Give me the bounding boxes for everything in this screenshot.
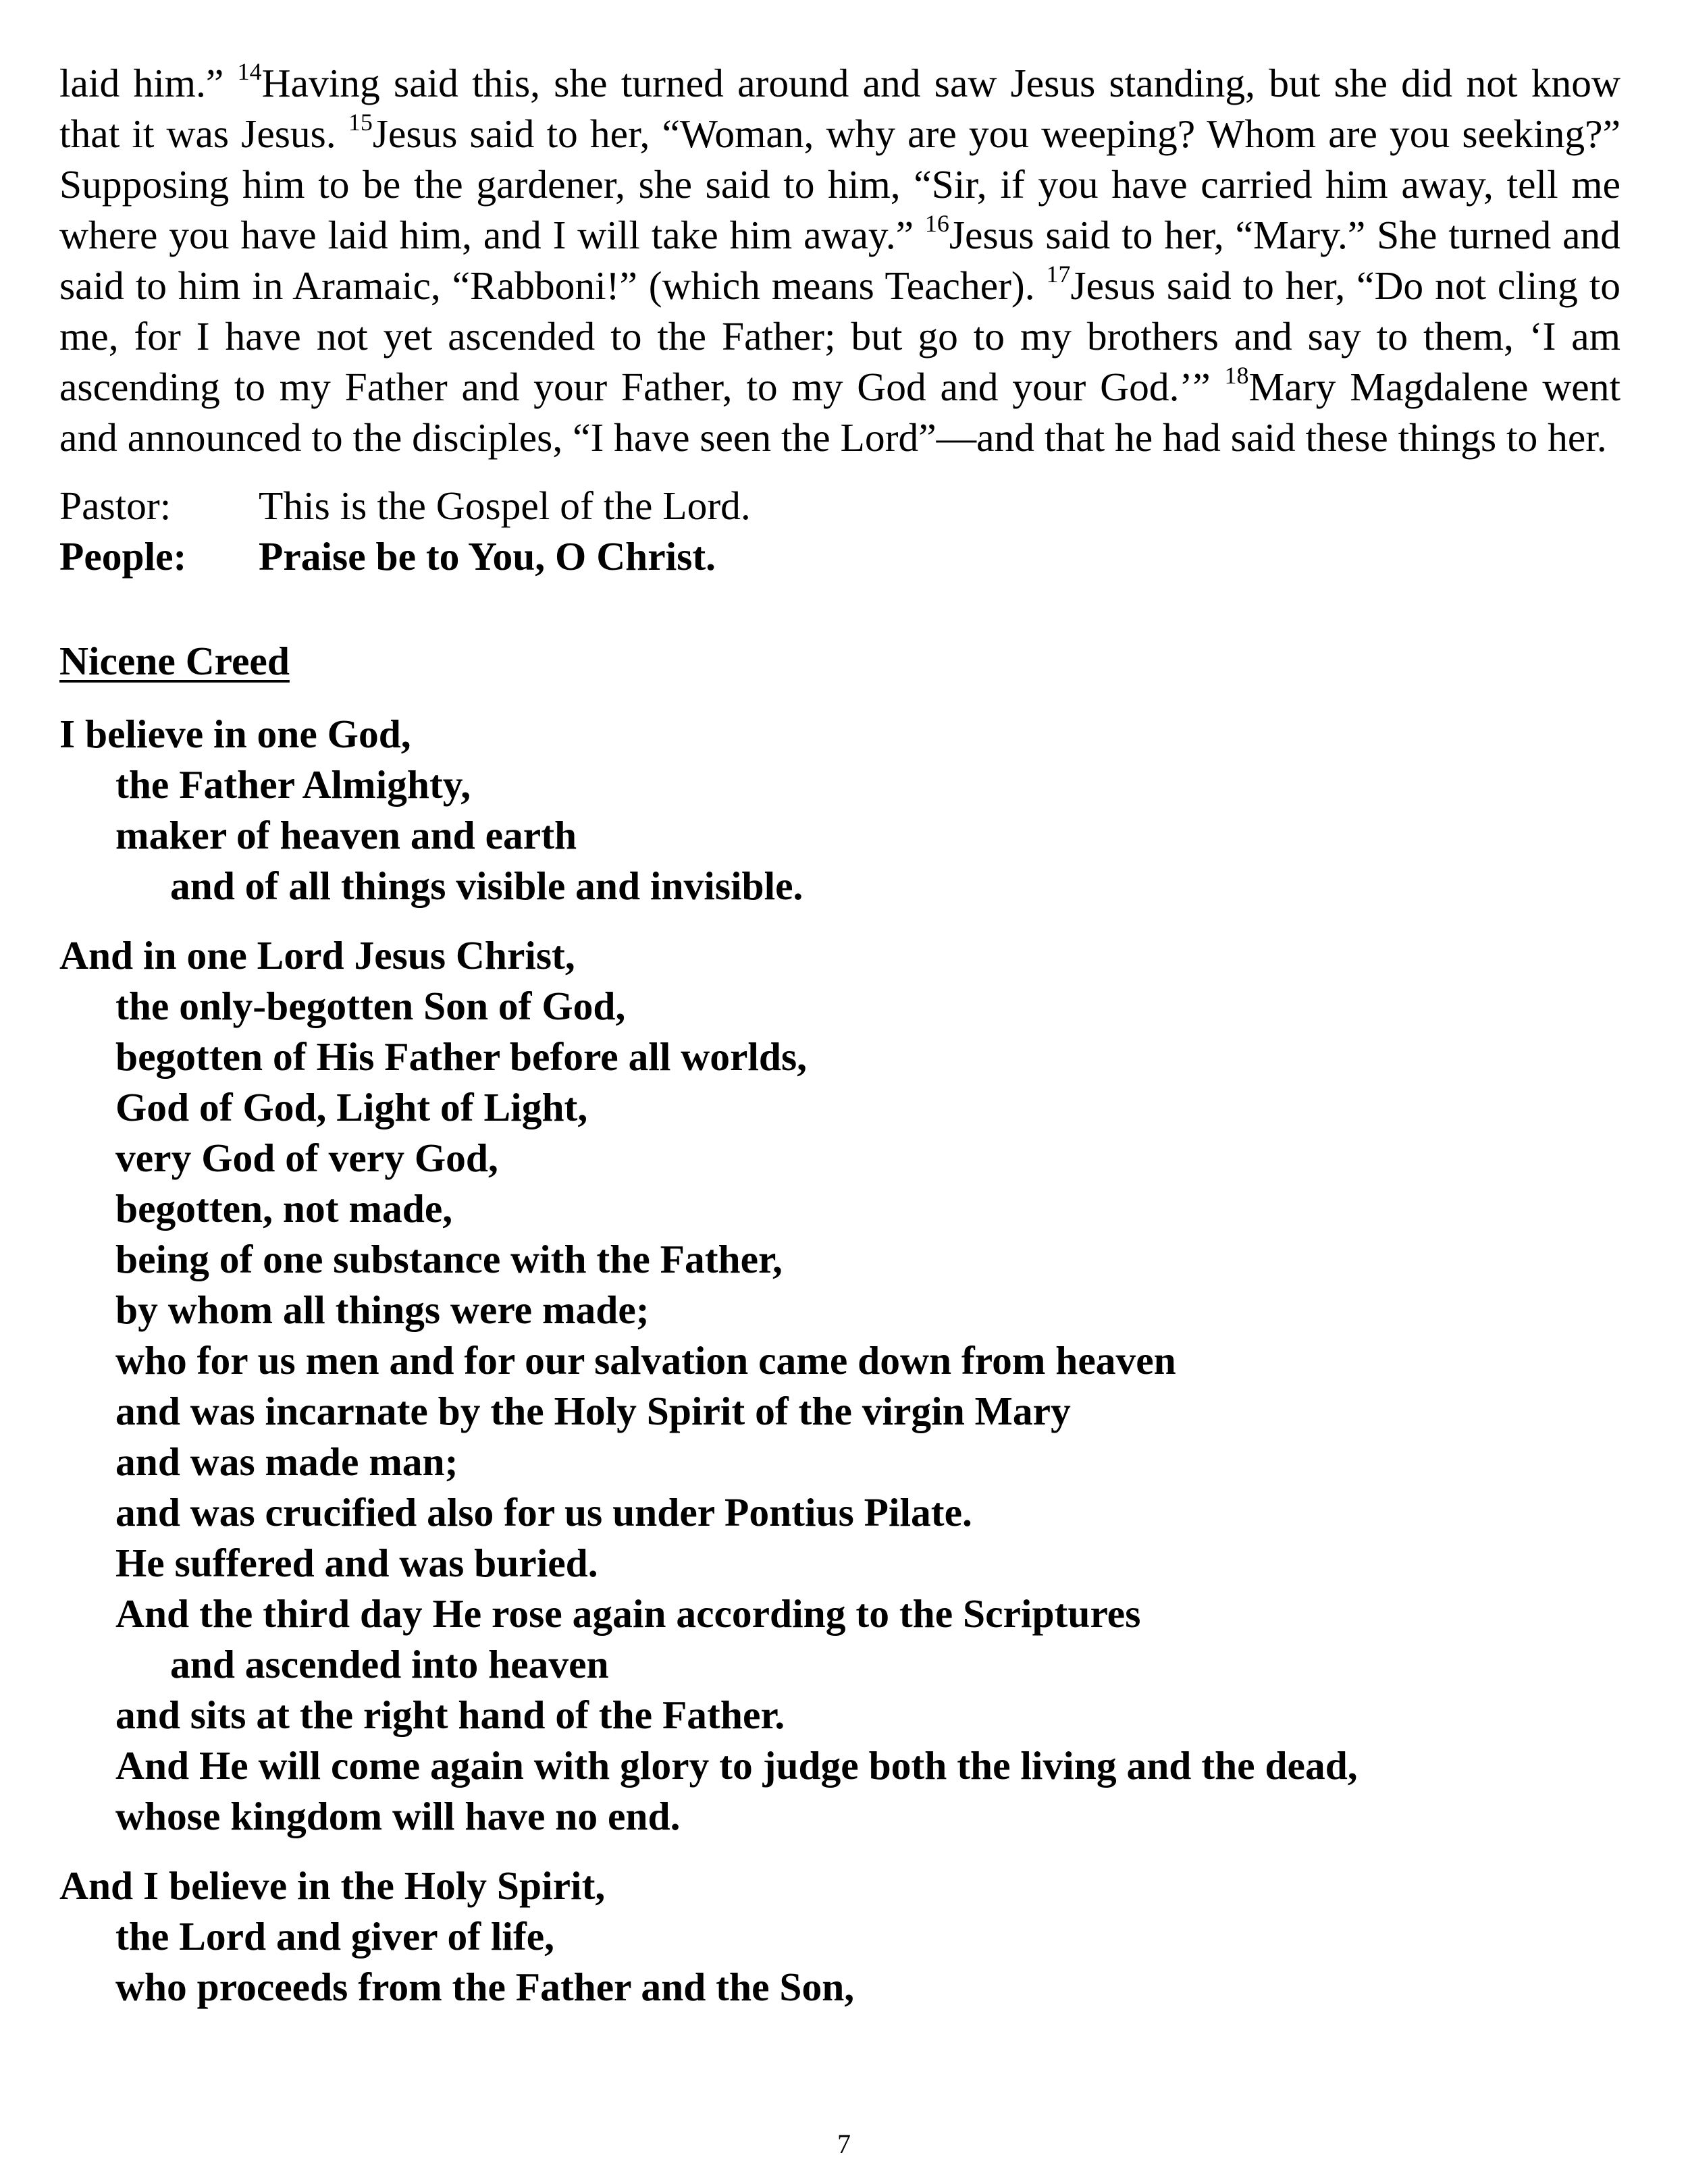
creed-line: and of all things visible and invisible. (170, 863, 803, 908)
nicene-creed (59, 709, 1620, 2013)
gospel-response (59, 481, 1620, 582)
verse-number: 15 (348, 109, 373, 136)
pastor-text: This is the Gospel of the Lord. (259, 483, 751, 528)
verse-number: 17 (1046, 261, 1071, 288)
bulletin-page (59, 58, 1620, 2031)
creed-line: and was made man; (115, 1439, 458, 1484)
gospel-text: Having said this, she turned around and saw Jesus standing, but she did not know that it was Jesus. (59, 61, 1620, 156)
creed-line: being of one substance with the Father, (115, 1237, 783, 1281)
creed-line: and sits at the right hand of the Father. (115, 1693, 785, 1737)
creed-line: maker of heaven and earth (115, 813, 577, 857)
creed-line: who proceeds from the Father and the Son, (115, 1965, 855, 2009)
creed-line: whose kingdom will have no end. (115, 1794, 681, 1838)
people-line (59, 531, 1620, 582)
creed-line: and was incarnate by the Holy Spirit of the virgin Mary (115, 1389, 1071, 1433)
creed-line: the only-begotten Son of God, (115, 984, 626, 1028)
gospel-text: Mary Magdalene went and announced to the disciples, “I have seen the Lord”—and that he had said these things to her. (59, 365, 1620, 460)
gospel-text: Jesus said to her, “Woman, why are you weeping? Whom are you seeking?” Supposing him to be the gardener, she said to him, “Sir, if you have carried him away, tell me where you have laid him, and I will take him away.” (59, 111, 1620, 257)
pastor-label: Pastor: (59, 483, 172, 528)
creed-line: And the third day He rose again according to the Scriptures (115, 1591, 1141, 1636)
creed-line: the Father Almighty, (115, 762, 471, 807)
creed-stanza-spirit (59, 1861, 1620, 2013)
section-heading-nicene-creed: Nicene Creed (59, 639, 290, 683)
people-label: People: (59, 534, 187, 579)
creed-line: begotten of His Father before all worlds, (115, 1034, 808, 1079)
creed-line: begotten, not made, (115, 1186, 453, 1231)
creed-line: He suffered and was buried. (115, 1541, 598, 1585)
gospel-text: Jesus said to her, “Mary.” She turned and said to him in Aramaic, “Rabboni!” (which means Teacher). (59, 213, 1620, 308)
creed-line: who for us men and for our salvation came down from heaven (115, 1338, 1176, 1383)
verse-number: 18 (1224, 362, 1249, 390)
verse-number: 16 (924, 210, 949, 238)
creed-line: the Lord and giver of life, (115, 1914, 555, 1959)
creed-stanza-son (59, 930, 1620, 1842)
gospel-text: laid him.” (59, 61, 238, 105)
creed-line: very God of very God, (115, 1136, 498, 1180)
creed-line: And in one Lord Jesus Christ, (59, 933, 575, 978)
creed-line: God of God, Light of Light, (115, 1085, 588, 1129)
creed-line: And He will come again with glory to judge both the living and the dead, (115, 1743, 1358, 1788)
creed-line: And I believe in the Holy Spirit, (59, 1863, 606, 1908)
pastor-line (59, 481, 1620, 531)
people-text: Praise be to You, O Christ. (259, 534, 716, 579)
creed-line: and ascended into heaven (170, 1642, 609, 1686)
creed-line: and was crucified also for us under Pontius Pilate. (115, 1490, 972, 1535)
creed-line: by whom all things were made; (115, 1287, 650, 1332)
creed-line: I believe in one God, (59, 712, 411, 756)
page-number: 7 (837, 2129, 851, 2159)
gospel-reading (59, 58, 1620, 463)
creed-stanza-father (59, 709, 1620, 911)
gospel-text: Jesus said to her, “Do not cling to me, for I have not yet ascended to the Father; but go to my brothers and say to them, ‘I am ascending to my Father and your Father, to my God and your God.’” (59, 263, 1620, 409)
verse-number: 14 (237, 58, 262, 86)
